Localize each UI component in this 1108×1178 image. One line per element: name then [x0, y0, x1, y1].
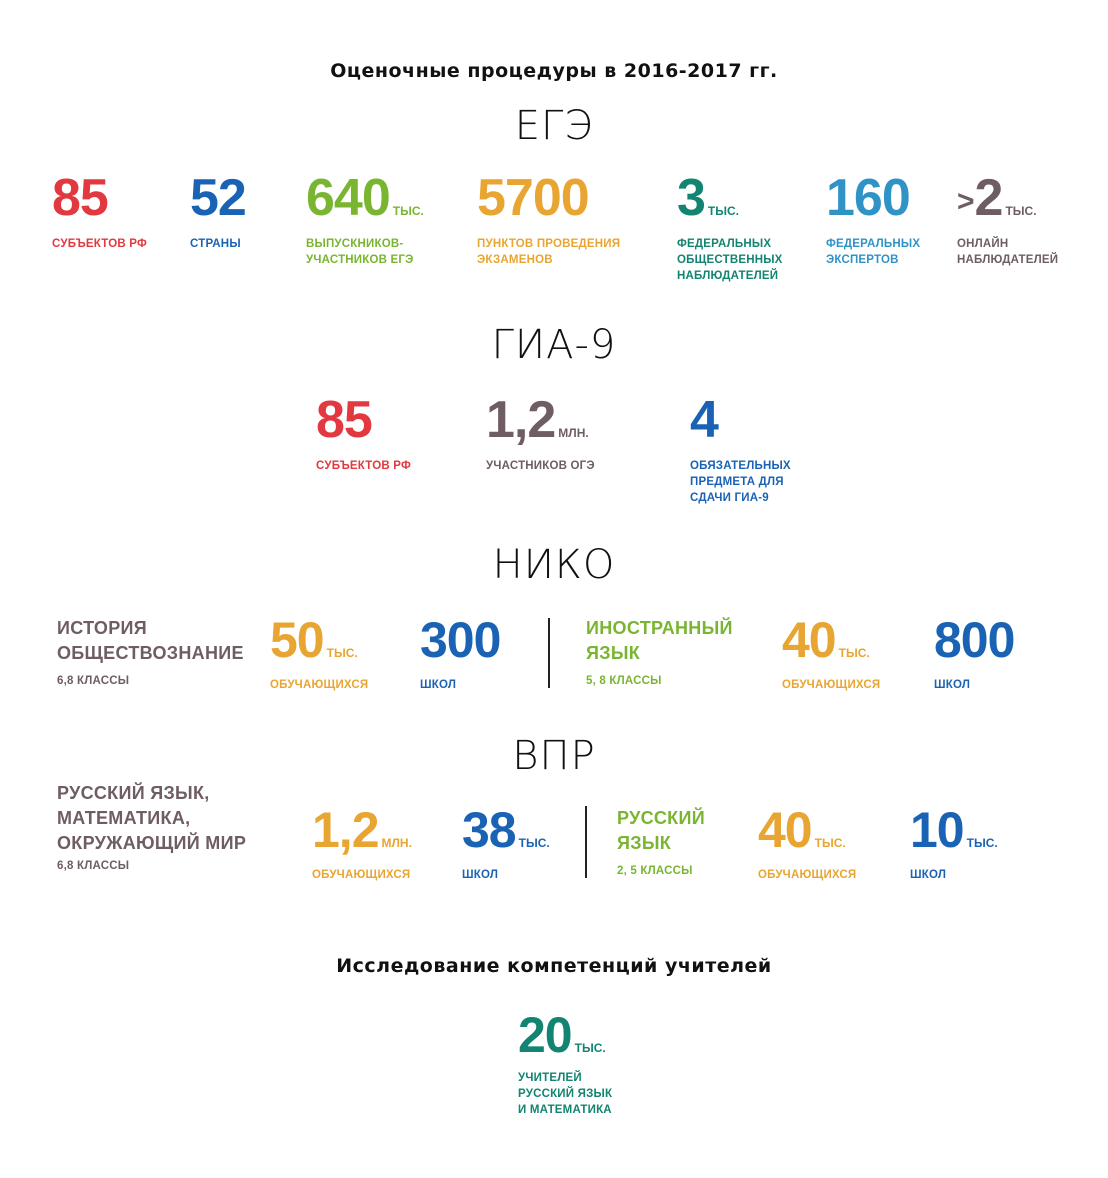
stat-unit: МЛН. [558, 426, 589, 440]
stat-unit: МЛН. [381, 836, 412, 850]
niko-right-classes: 5, 8 КЛАССЫ [586, 675, 662, 687]
ege-heading: ЕГЭ [514, 103, 594, 149]
stat-value: 640 [306, 169, 390, 227]
niko-left-classes: 6,8 КЛАССЫ [57, 675, 130, 687]
vpr-right-subject: РУССКИЙ ЯЗЫК [617, 808, 705, 853]
stat-value: 85 [316, 391, 372, 449]
stat-label: ОБЯЗАТЕЛЬНЫХ ПРЕДМЕТА ДЛЯ СДАЧИ ГИА-9 [690, 460, 791, 504]
ege-stat-countries [190, 169, 246, 252]
stat-label: ОБУЧАЮЩИХСЯ [270, 679, 369, 691]
stat-label: ОБУЧАЮЩИХСЯ [782, 679, 881, 691]
niko-heading: НИКО [492, 542, 616, 588]
stat-unit: ТЫС. [966, 836, 998, 850]
gia-stat-participants [486, 391, 595, 474]
ege-stat-graduates [306, 169, 424, 268]
stat-unit: ТЫС. [518, 836, 550, 850]
ege-stat-exam-points [477, 169, 621, 268]
stat-prefix: > [957, 185, 974, 218]
stat-unit: ТЫС. [814, 836, 846, 850]
stat-unit: ТЫС. [326, 646, 358, 660]
stat-unit: ТЫС. [392, 204, 424, 218]
niko-right-subject: ИНОСТРАННЫЙ ЯЗЫК [586, 618, 733, 663]
stat-value: 10 [910, 802, 964, 858]
niko-left-subject: ИСТОРИЯ ОБЩЕСТВОЗНАНИЕ [57, 618, 244, 663]
stat-label: ШКОЛ [462, 869, 499, 881]
niko-right-stat-students [782, 612, 881, 693]
page-title: Оценочные процедуры в 2016-2017 гг. [330, 60, 778, 82]
stat-value: 3 [677, 169, 705, 227]
stat-value: 52 [190, 169, 246, 227]
stat-value: 38 [462, 802, 516, 858]
stat-value: 800 [934, 612, 1015, 668]
stat-unit: ТЫС. [838, 646, 870, 660]
vpr-left-classes: 6,8 КЛАССЫ [57, 860, 130, 872]
teachers-stat [518, 1007, 613, 1118]
stat-value: 20 [518, 1007, 572, 1063]
stat-value: 5700 [477, 169, 589, 227]
stat-label: ФЕДЕРАЛЬНЫХ ОБЩЕСТВЕННЫХ НАБЛЮДАТЕЛЕЙ [677, 238, 783, 282]
stat-unit: ТЫС. [1005, 204, 1037, 218]
stat-label: СУБЪЕКТОВ РФ [316, 460, 412, 472]
ege-stat-experts [826, 169, 921, 268]
vpr-divider [585, 806, 587, 878]
stat-value: 1,2 [486, 391, 556, 449]
stat-label: ПУНКТОВ ПРОВЕДЕНИЯ ЭКЗАМЕНОВ [477, 238, 621, 266]
stat-label: ОНЛАЙН НАБЛЮДАТЕЛЕЙ [957, 238, 1059, 266]
vpr-right-stat-students [758, 802, 857, 883]
vpr-right-classes: 2, 5 КЛАССЫ [617, 865, 693, 877]
stat-unit: ТЫС. [707, 204, 739, 218]
stat-label: ФЕДЕРАЛЬНЫХ ЭКСПЕРТОВ [826, 238, 921, 266]
stat-value: 1,2 [312, 802, 379, 858]
stat-value: 85 [52, 169, 108, 227]
niko-left-stat-schools [420, 612, 501, 693]
gia-stat-required-subjects [690, 391, 791, 506]
stat-value: 40 [782, 612, 836, 668]
ege-stat-subjects [52, 169, 148, 252]
ege-stat-public-observers [677, 169, 783, 284]
stat-unit: ТЫС. [574, 1041, 606, 1055]
stat-label: ОБУЧАЮЩИХСЯ [758, 869, 857, 881]
stat-value: 2 [974, 169, 1003, 227]
stat-label: ШКОЛ [420, 679, 457, 691]
stat-label: ОБУЧАЮЩИХСЯ [312, 869, 411, 881]
stat-label: ВЫПУСКНИКОВ- УЧАСТНИКОВ ЕГЭ [306, 238, 414, 266]
niko-divider [548, 618, 550, 688]
stat-label: СТРАНЫ [190, 238, 241, 250]
stat-label: ШКОЛ [934, 679, 971, 691]
gia-heading: ГИА-9 [491, 322, 617, 368]
stat-label: УЧАСТНИКОВ ОГЭ [486, 460, 595, 472]
vpr-left-subject: РУССКИЙ ЯЗЫК, МАТЕМАТИКА, ОКРУЖАЮЩИЙ МИР [57, 783, 247, 853]
niko-left-stat-students [270, 612, 369, 693]
vpr-right-stat-schools [910, 802, 998, 883]
vpr-left-stat-schools [462, 802, 550, 883]
stat-value: 4 [690, 391, 718, 449]
stat-label: ШКОЛ [910, 869, 947, 881]
stat-value: 40 [758, 802, 812, 858]
stat-label: СУБЪЕКТОВ РФ [52, 238, 148, 250]
teachers-heading: Исследование компетенций учителей [336, 955, 772, 977]
niko-right-stat-schools [934, 612, 1015, 693]
vpr-heading: ВПР [512, 733, 596, 779]
stat-value: 300 [420, 612, 501, 668]
stat-value: 160 [826, 169, 910, 227]
vpr-left-stat-students [312, 802, 412, 883]
gia-stat-subjects [316, 391, 412, 474]
stat-value: 50 [270, 612, 324, 668]
ege-stat-online-observers [957, 169, 1059, 268]
stat-label: УЧИТЕЛЕЙ РУССКИЙ ЯЗЫК И МАТЕМАТИКА [518, 1072, 613, 1116]
